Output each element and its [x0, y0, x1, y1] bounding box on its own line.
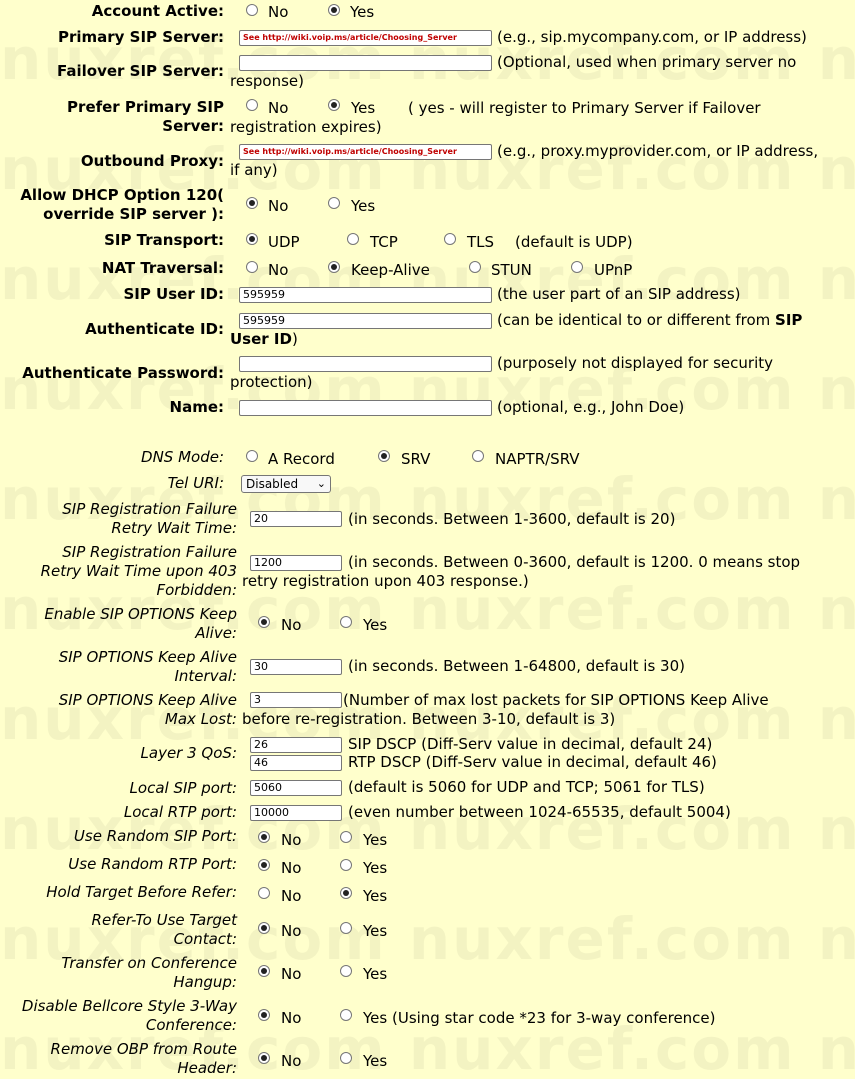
outbound-proxy-input[interactable]: See http://wiki.voip.ms/article/Choosing_Server [239, 144, 492, 160]
dhcp120-no-radio[interactable] [246, 197, 258, 209]
failover-sip-server-label: Failover SIP Server: [57, 62, 224, 80]
sip-dscp-hint: SIP DSCP (Diff-Serv value in decimal, default 24) [348, 735, 713, 753]
local-rtp-port-label: Local RTP port: [123, 803, 237, 821]
dns-naptr-label: NAPTR/SRV [495, 450, 580, 468]
local-sip-port-label: Local SIP port: [129, 779, 237, 797]
outbound-proxy-hint-cont: if any) [230, 161, 278, 179]
nat-upnp-radio[interactable] [571, 261, 583, 273]
nat-upnp-label: UPnP [594, 261, 633, 279]
options-maxlost-hint: (Number of max lost packets for SIP OPTIONS Keep Alive [343, 691, 769, 709]
hold-target-no-label: No [281, 887, 302, 905]
chevron-down-icon: ⌄ [316, 477, 326, 490]
bellcore-yes-radio[interactable] [340, 1009, 352, 1021]
refer-to-target-no-radio[interactable] [258, 922, 270, 934]
reg-fail-403-label: SIP Registration Failure [62, 543, 237, 561]
dns-srv-label: SRV [401, 450, 431, 468]
nat-traversal-label: NAT Traversal: [101, 259, 224, 277]
sip-user-id-hint: (the user part of an SIP address) [497, 285, 741, 303]
reg-fail-403-hint: (in seconds. Between 0-3600, default is 1200. 0 means stop [348, 553, 801, 571]
primary-sip-server-label: Primary SIP Server: [57, 28, 224, 46]
prefer-primary-yes-label: Yes [351, 99, 376, 117]
reg-fail-403-input[interactable]: 1200 [250, 555, 342, 571]
auth-password-input[interactable] [239, 356, 492, 372]
account-active-yes-label: Yes [350, 3, 375, 21]
options-maxlost-hint-cont: before re-registration. Between 3-10, default is 3) [242, 710, 616, 728]
hold-target-yes-radio[interactable] [340, 887, 352, 899]
options-keepalive-label-cont: Alive: [195, 624, 237, 642]
layer3-qos-label: Layer 3 QoS: [140, 744, 237, 762]
dhcp120-no-label: No [268, 197, 289, 215]
hold-target-label: Hold Target Before Refer: [46, 883, 237, 901]
refer-to-target-label: Refer-To Use Target [91, 911, 237, 929]
tel-uri-label: Tel URI: [167, 474, 224, 492]
options-keepalive-label: Enable SIP OPTIONS Keep [44, 605, 237, 623]
prefer-primary-label-cont: Server: [162, 117, 224, 135]
prefer-primary-hint: ( yes - will register to Primary Server if Failover [408, 99, 761, 117]
nat-keepalive-label: Keep-Alive [351, 261, 430, 279]
reg-fail-retry-hint: (in seconds. Between 1-3600, default is 20) [348, 510, 676, 528]
local-sip-port-hint: (default is 5060 for UDP and TCP; 5061 for TLS) [348, 778, 705, 796]
nat-no-radio[interactable] [246, 261, 258, 273]
dns-arecord-label: A Record [268, 450, 335, 468]
dhcp120-label-cont: override SIP server ): [43, 205, 224, 223]
transfer-conf-no-label: No [281, 965, 302, 983]
options-interval-label-cont: Interval: [174, 667, 237, 685]
refer-to-target-label-cont: Contact: [173, 930, 237, 948]
dns-arecord-radio[interactable] [246, 450, 258, 462]
nat-stun-label: STUN [491, 261, 532, 279]
tel-uri-select[interactable]: Disabled ⌄ [241, 475, 331, 493]
sip-user-id-label: SIP User ID: [123, 285, 224, 303]
reg-fail-403-label-cont2: Forbidden: [156, 581, 237, 599]
reg-fail-retry-label: SIP Registration Failure [62, 500, 237, 518]
prefer-primary-no-label: No [268, 99, 289, 117]
options-keepalive-no-radio[interactable] [258, 616, 270, 628]
refer-to-target-yes-radio[interactable] [340, 922, 352, 934]
remove-obp-no-radio[interactable] [258, 1052, 270, 1064]
transport-udp-radio[interactable] [246, 233, 258, 245]
account-active-yes-radio[interactable] [328, 4, 340, 16]
reg-fail-403-hint-cont: retry registration upon 403 response.) [242, 572, 529, 590]
random-sip-port-yes-label: Yes [363, 831, 388, 849]
bellcore-label: Disable Bellcore Style 3-Way [21, 997, 237, 1015]
bellcore-no-radio[interactable] [258, 1009, 270, 1021]
transport-tcp-label: TCP [370, 233, 398, 251]
reg-fail-retry-input[interactable]: 20 [250, 511, 342, 527]
auth-password-hint: (purposely not displayed for security [497, 354, 773, 372]
options-interval-hint: (in seconds. Between 1-64800, default is 30) [348, 657, 685, 675]
auth-id-label: Authenticate ID: [85, 320, 224, 338]
primary-sip-server-hint: (e.g., sip.mycompany.com, or IP address) [497, 28, 807, 46]
nat-keepalive-radio[interactable] [328, 261, 340, 273]
outbound-proxy-label: Outbound Proxy: [80, 152, 224, 170]
random-sip-port-label: Use Random SIP Port: [73, 827, 237, 845]
account-active-label: Account Active: [91, 2, 224, 20]
random-rtp-port-no-label: No [281, 859, 302, 877]
remove-obp-yes-label: Yes [363, 1052, 388, 1070]
name-hint: (optional, e.g., John Doe) [497, 398, 685, 416]
auth-id-hint-cont: User ID) [230, 330, 298, 348]
auth-password-label: Authenticate Password: [22, 364, 224, 382]
options-keepalive-yes-label: Yes [363, 616, 388, 634]
name-input[interactable] [239, 400, 492, 416]
nat-no-label: No [268, 261, 289, 279]
transport-udp-label: UDP [268, 233, 300, 251]
options-maxlost-input[interactable]: 3 [250, 692, 342, 708]
bellcore-no-label: No [281, 1009, 302, 1027]
bellcore-label-cont: Conference: [145, 1016, 237, 1034]
random-rtp-port-label: Use Random RTP Port: [68, 855, 237, 873]
outbound-proxy-hint: (e.g., proxy.myprovider.com, or IP address, [497, 142, 819, 160]
sip-dscp-input[interactable]: 26 [250, 737, 342, 753]
random-rtp-port-yes-radio[interactable] [340, 859, 352, 871]
rtp-dscp-hint: RTP DSCP (Diff-Serv value in decimal, default 46) [348, 753, 717, 771]
prefer-primary-yes-radio[interactable] [328, 99, 340, 111]
local-sip-port-input[interactable]: 5060 [250, 780, 342, 796]
sip-transport-label: SIP Transport: [104, 231, 224, 249]
sip-user-id-input[interactable]: 595959 [239, 287, 492, 303]
hold-target-no-radio[interactable] [258, 887, 270, 899]
dns-srv-radio[interactable] [378, 450, 390, 462]
dhcp120-label: Allow DHCP Option 120( [20, 186, 224, 204]
transport-tls-radio[interactable] [444, 233, 456, 245]
options-interval-input[interactable]: 30 [250, 659, 342, 675]
reg-fail-retry-label-cont: Retry Wait Time: [111, 519, 237, 537]
nat-stun-radio[interactable] [469, 261, 481, 273]
dns-naptr-radio[interactable] [472, 450, 484, 462]
random-rtp-port-yes-label: Yes [363, 859, 388, 877]
random-sip-port-yes-radio[interactable] [340, 831, 352, 843]
name-label: Name: [169, 398, 224, 416]
auth-id-input[interactable]: 595959 [239, 313, 492, 329]
transfer-conf-yes-label: Yes [363, 965, 388, 983]
local-rtp-port-input[interactable]: 10000 [250, 805, 342, 821]
dhcp120-yes-radio[interactable] [328, 197, 340, 209]
sip-transport-hint: (default is UDP) [515, 233, 633, 251]
dns-mode-label: DNS Mode: [141, 448, 224, 466]
primary-sip-server-input[interactable]: See http://wiki.voip.ms/article/Choosing_Server [239, 30, 492, 46]
refer-to-target-yes-label: Yes [363, 922, 388, 940]
transport-tcp-radio[interactable] [347, 233, 359, 245]
failover-sip-server-hint: (Optional, used when primary server no [497, 53, 797, 71]
auth-id-hint: (can be identical to or different from SIP [497, 311, 803, 329]
auth-password-hint-cont: protection) [230, 373, 313, 391]
options-keepalive-no-label: No [281, 616, 302, 634]
hold-target-yes-label: Yes [363, 887, 388, 905]
random-sip-port-no-label: No [281, 831, 302, 849]
random-rtp-port-no-radio[interactable] [258, 859, 270, 871]
transfer-conf-label: Transfer on Conference [61, 954, 237, 972]
options-keepalive-yes-radio[interactable] [340, 616, 352, 628]
prefer-primary-label: Prefer Primary SIP [67, 98, 224, 116]
prefer-primary-hint-cont: registration expires) [230, 118, 382, 136]
transfer-conf-label-cont: Hangup: [173, 973, 237, 991]
failover-sip-server-input[interactable] [239, 55, 492, 71]
remove-obp-label: Remove OBP from Route [50, 1040, 237, 1058]
prefer-primary-no-radio[interactable] [246, 99, 258, 111]
local-rtp-port-hint: (even number between 1024-65535, default 5004) [348, 803, 731, 821]
remove-obp-label-cont: Header: [177, 1059, 237, 1077]
transfer-conf-no-radio[interactable] [258, 965, 270, 977]
remove-obp-yes-radio[interactable] [340, 1052, 352, 1064]
options-maxlost-label: SIP OPTIONS Keep Alive [58, 691, 237, 709]
transport-tls-label: TLS [467, 233, 495, 251]
options-interval-label: SIP OPTIONS Keep Alive [58, 648, 237, 666]
failover-sip-server-hint-cont: response) [230, 72, 304, 90]
reg-fail-403-label-cont: Retry Wait Time upon 403 [40, 562, 237, 580]
dhcp120-yes-label: Yes [351, 197, 376, 215]
transfer-conf-yes-radio[interactable] [340, 965, 352, 977]
bellcore-yes-label: Yes (Using star code *23 for 3-way conference) [363, 1009, 716, 1027]
account-active-no-label: No [268, 3, 289, 21]
account-active-no-radio[interactable] [246, 4, 258, 16]
random-sip-port-no-radio[interactable] [258, 831, 270, 843]
remove-obp-no-label: No [281, 1052, 302, 1070]
rtp-dscp-input[interactable]: 46 [250, 755, 342, 771]
refer-to-target-no-label: No [281, 922, 302, 940]
options-maxlost-label-cont: Max Lost: [164, 710, 237, 728]
